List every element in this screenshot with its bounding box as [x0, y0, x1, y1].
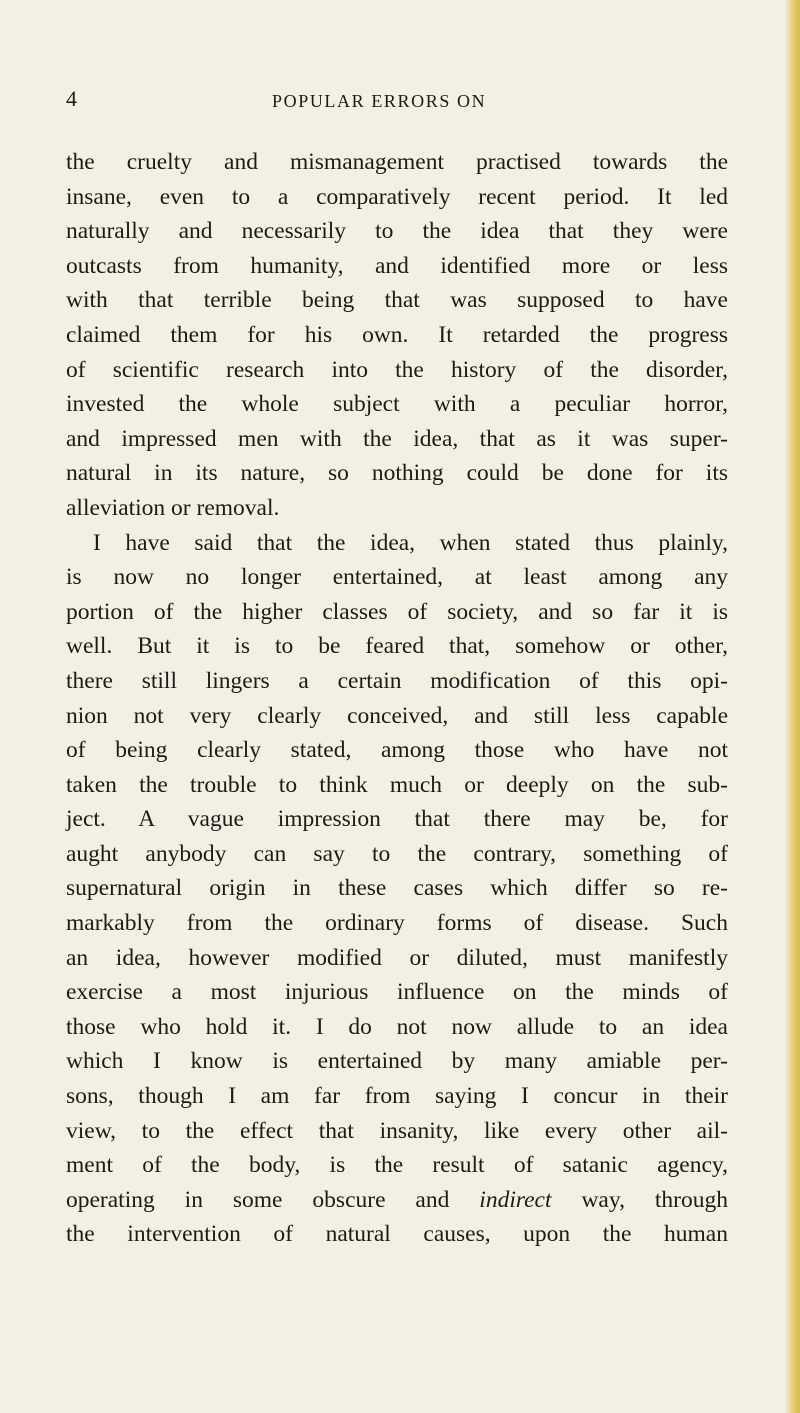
text-line: the cruelty and mismanagement practised towards the — [66, 149, 728, 175]
text-line: which I know is entertained by many amiable per- — [66, 1048, 728, 1075]
italic-word: indirect — [479, 1186, 552, 1213]
running-title: POPULAR ERRORS ON — [272, 91, 487, 111]
text-line: supernatural origin in these cases which differ so re- — [66, 875, 728, 902]
text-line: I have said that the idea, when stated thus plainly, — [93, 529, 728, 556]
text-line: portion of the higher classes of society, and so far it is — [66, 598, 728, 625]
text-line: ment of the body, is the result of satanic agency, — [66, 1152, 728, 1179]
text-line: naturally and necessarily to the idea that they were — [66, 218, 728, 245]
text-line: ject. A vague impression that there may be, for — [66, 806, 728, 833]
text-line: with that terrible being that was supposed to have — [66, 287, 728, 314]
text-line: is now no longer entertained, at least among any — [66, 564, 728, 591]
text-line: nion not very clearly conceived, and still less capable — [66, 702, 728, 729]
text-line: view, to the effect that insanity, like every other ail- — [66, 1117, 728, 1144]
text-line: natural in its nature, so nothing could be done for its — [66, 460, 728, 487]
text-line: outcasts from humanity, and identified more or less — [66, 252, 728, 279]
text-line: of being clearly stated, among those who have not — [66, 737, 728, 764]
text-line: there still lingers a certain modification of this opi- — [66, 667, 728, 694]
text-line: taken the trouble to think much or deeply on the sub- — [66, 771, 728, 798]
text-line: well. But it is to be feared that, somehow or other, — [66, 633, 728, 660]
page-number: 4 — [66, 86, 77, 111]
text-line: markably from the ordinary forms of disease. Such — [66, 910, 728, 937]
line-segment: way, through — [551, 1186, 728, 1213]
text-line: insane, even to a comparatively recent period. It led — [66, 183, 728, 210]
text-line: aught anybody can say to the contrary, something of — [66, 840, 728, 867]
text-line: the intervention of natural causes, upon the human — [66, 1221, 728, 1248]
text-line: and impressed men with the idea, that as it was super- — [66, 425, 728, 452]
text-line: an idea, however modified or diluted, must manifestly — [66, 944, 728, 971]
page-edge — [786, 0, 800, 1413]
line-segment: operating in some obscure and — [66, 1186, 480, 1213]
text-line: those who hold it. I do not now allude to an idea — [66, 1013, 728, 1040]
page-header — [66, 86, 766, 116]
text-line: sons, though I am far from saying I concur in their — [66, 1083, 728, 1110]
body-text — [66, 149, 728, 1276]
text-line-with-italic — [66, 1183, 728, 1218]
text-line: invested the whole subject with a peculiar horror, — [66, 391, 728, 418]
text-line: alleviation or removal. — [66, 494, 280, 521]
text-line: of scientific research into the history of the disorder, — [66, 356, 728, 383]
text-line: claimed them for his own. It retarded the progress — [66, 321, 728, 348]
text-line: exercise a most injurious influence on the minds of — [66, 979, 728, 1006]
